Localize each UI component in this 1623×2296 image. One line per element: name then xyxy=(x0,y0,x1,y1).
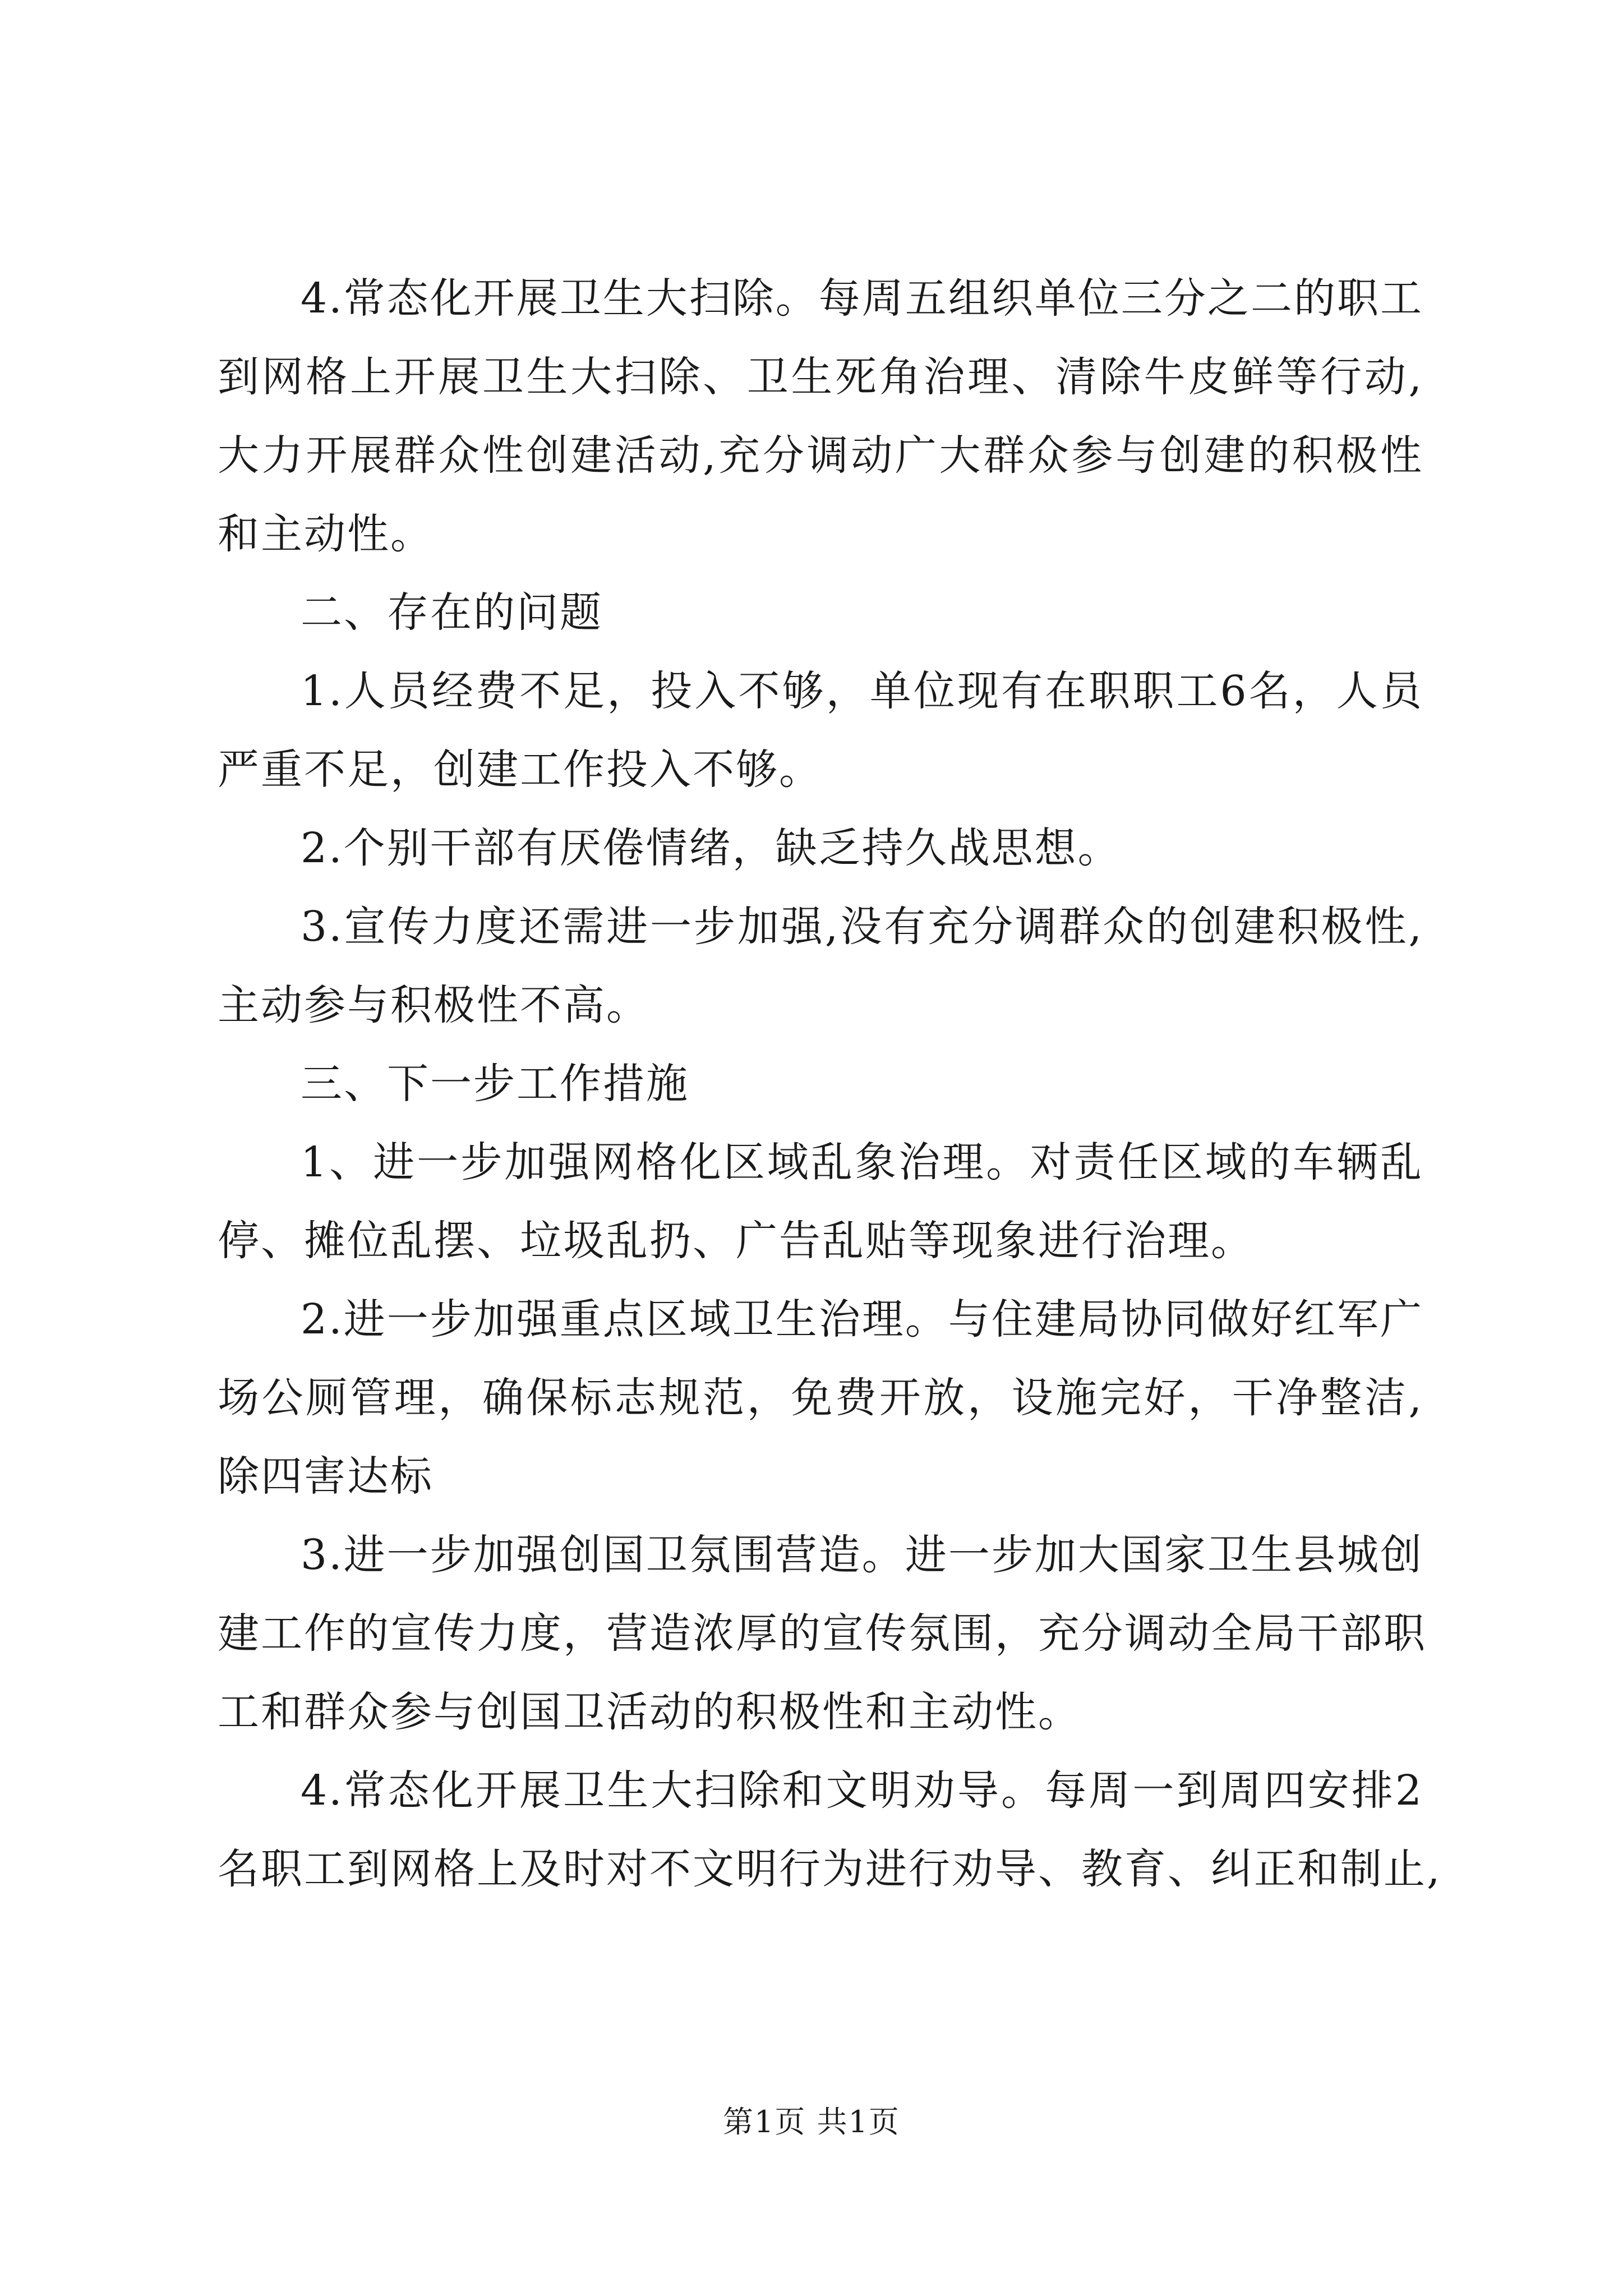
paragraph-line: 1、进一步加强网格化区域乱象治理。对责任区域的车辆乱 xyxy=(301,1138,1423,1186)
section-heading: 三、下一步工作措施 xyxy=(301,1060,689,1108)
paragraph-line: 除四害达标 xyxy=(218,1452,434,1501)
paragraph-line: 大力开展群众性创建活动,充分调动广大群众参与创建的积极性 xyxy=(218,431,1423,480)
paragraph-line: 名职工到网格上及时对不文明行为进行劝导、教育、纠正和制止, xyxy=(218,1845,1442,1893)
paragraph-line: 停、摊位乱摆、垃圾乱扔、广告乱贴等现象进行治理。 xyxy=(218,1217,1254,1265)
paragraph-line: 4.常态化开展卫生大扫除。每周五组织单位三分之二的职工 xyxy=(301,274,1423,323)
section-heading: 二、存在的问题 xyxy=(301,588,603,637)
paragraph-line: 主动参与积极性不高。 xyxy=(218,981,649,1029)
paragraph-line: 和主动性。 xyxy=(218,510,434,558)
paragraph-line: 建工作的宣传力度，营造浓厚的宣传氛围，充分调动全局干部职 xyxy=(218,1609,1427,1658)
paragraph-line: 2.个别干部有厌倦情绪，缺乏持久战思想。 xyxy=(301,824,1121,872)
paragraph-line: 场公厕管理，确保标志规范，免费开放，设施完好，干净整洁, xyxy=(218,1374,1423,1422)
paragraph-line: 2.进一步加强重点区域卫生治理。与住建局协同做好红军广 xyxy=(301,1295,1423,1343)
paragraph-line: 到网格上开展卫生大扫除、卫生死角治理、清除牛皮鲜等行动, xyxy=(218,353,1423,401)
page-footer: 第1页 共1页 xyxy=(723,2104,900,2139)
document-body xyxy=(218,259,1442,1908)
paragraph-line: 1.人员经费不足，投入不够，单位现有在职职工6名，人员 xyxy=(301,667,1423,715)
paragraph-line: 4.常态化开展卫生大扫除和文明劝导。每周一到周四安排2 xyxy=(301,1766,1423,1815)
paragraph-line: 3.进一步加强创国卫氛围营造。进一步加大国家卫生县城创 xyxy=(301,1531,1423,1579)
paragraph-line: 工和群众参与创国卫活动的积极性和主动性。 xyxy=(218,1688,1081,1736)
paragraph-line: 3.宣传力度还需进一步加强,没有充分调群众的创建积极性, xyxy=(301,903,1423,951)
paragraph-line: 严重不足，创建工作投入不够。 xyxy=(218,746,822,794)
